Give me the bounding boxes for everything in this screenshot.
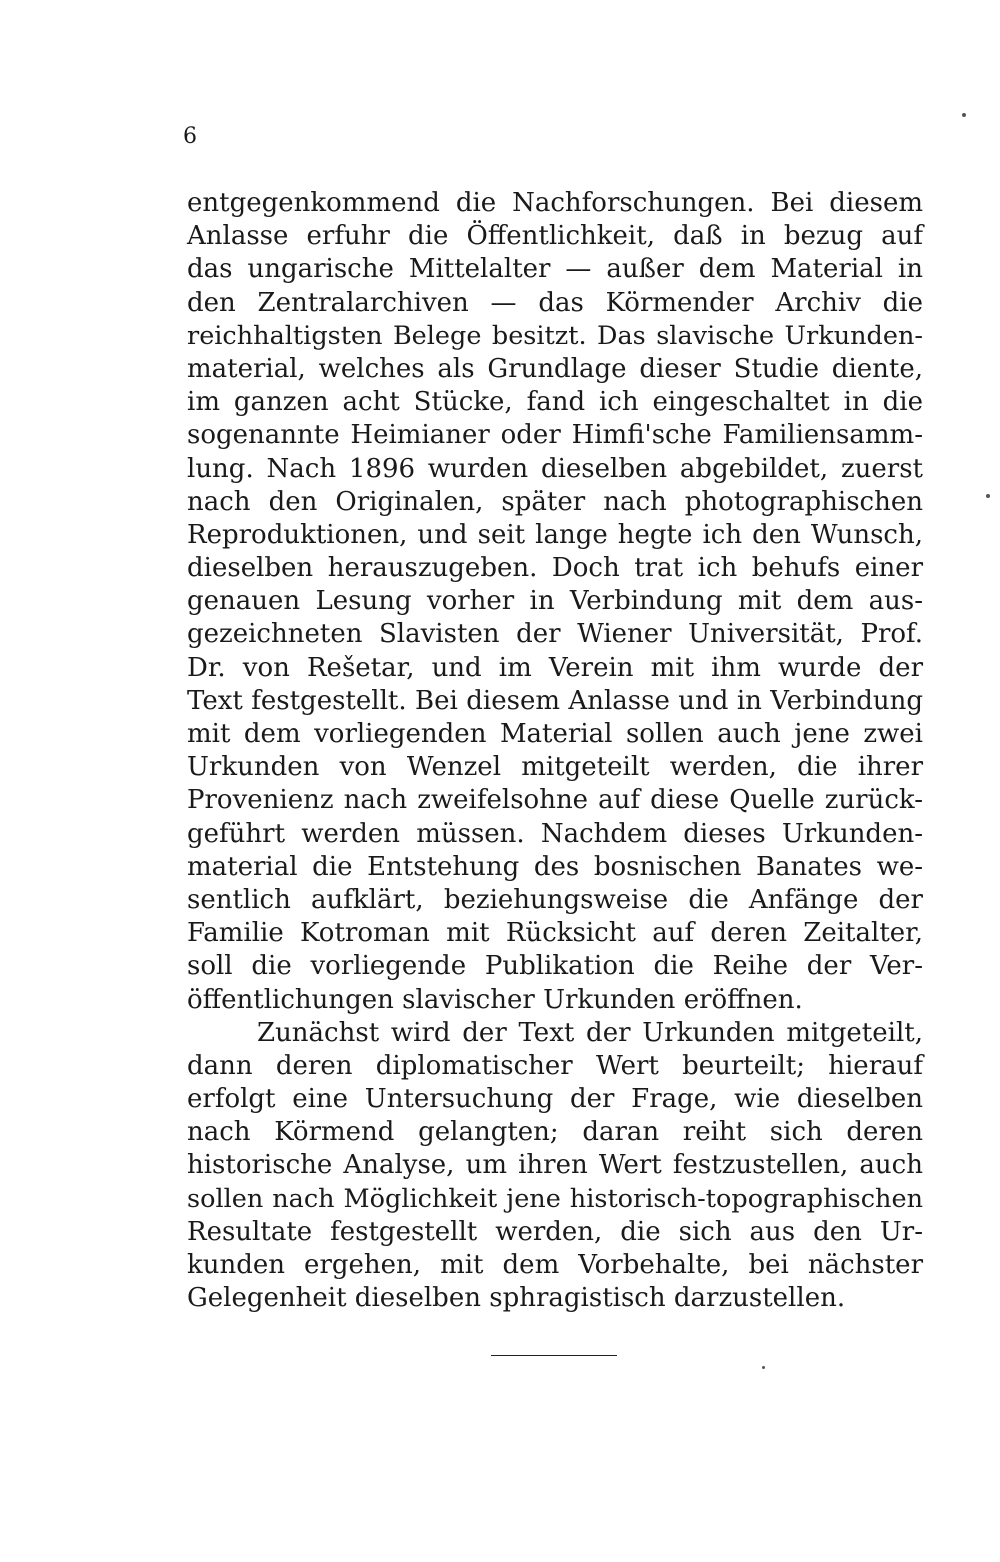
- text-line: im ganzen acht Stücke, fand ich eingeschaltet in die: [187, 387, 923, 418]
- text-line: Urkunden von Wenzel mitgeteilt werden, die ihrer: [187, 752, 923, 783]
- text-line: Resultate festgestellt werden, die sich aus den Ur-: [187, 1216, 923, 1247]
- text-line: sentlich aufklärt, beziehungsweise die Anfänge der: [187, 884, 923, 915]
- text-line: material die Entstehung des bosnischen Banates we-: [187, 851, 923, 882]
- paragraph-end-line: Gelegenheit dieselben sphragistisch darzustellen.: [187, 1283, 846, 1314]
- text-line: lung. Nach 1896 wurden dieselben abgebildet, zuerst: [187, 453, 923, 484]
- text-line: den Zentralarchiven — das Körmender Archiv die: [187, 287, 923, 318]
- closing-rule: [491, 1355, 617, 1356]
- text-line: erfolgt eine Untersuchung der Frage, wie dieselben: [187, 1084, 923, 1115]
- page-number: 6: [183, 124, 197, 149]
- text-line: geführt werden müssen. Nachdem dieses Urkunden-: [187, 818, 923, 849]
- text-line: sogenannte Heimianer oder Himfi'sche Familiensamm-: [187, 420, 923, 451]
- text-line: kunden ergehen, mit dem Vorbehalte, bei nächster: [187, 1250, 923, 1280]
- text-line: entgegenkommend die Nachforschungen. Bei diesem: [187, 188, 923, 218]
- text-line: dann deren diplomatischer Wert beurteilt; hierauf: [187, 1050, 923, 1081]
- text-line: mit dem vorliegenden Material sollen auch jene zwei: [187, 719, 923, 749]
- text-line: genauen Lesung vorher in Verbindung mit dem aus-: [187, 586, 923, 617]
- text-line: gezeichneten Slavisten der Wiener Universität, Prof.: [187, 619, 923, 650]
- text-line: Dr. von Rešetar, und im Verein mit ihm wurde der: [187, 652, 923, 683]
- text-line: material, welches als Grundlage dieser Studie diente,: [187, 353, 923, 384]
- print-speck: [962, 113, 966, 117]
- print-speck: [986, 494, 990, 498]
- text-line: Text festgestellt. Bei diesem Anlasse und in Verbindung: [187, 685, 923, 716]
- text-line: nach Körmend gelangten; daran reiht sich deren: [187, 1117, 923, 1148]
- text-line: Provenienz nach zweifelsohne auf diese Quelle zurück-: [187, 785, 923, 816]
- text-line: Familie Kotroman mit Rücksicht auf deren Zeitalter,: [187, 918, 923, 949]
- paragraph-end-line: öffentlichungen slavischer Urkunden eröffnen.: [187, 984, 803, 1015]
- text-line: historische Analyse, um ihren Wert festzustellen, auch: [187, 1150, 923, 1181]
- text-line: nach den Originalen, später nach photographischen: [187, 486, 923, 517]
- text-line: Anlasse erfuhr die Öffentlichkeit, daß in bezug auf: [187, 221, 923, 252]
- text-line: dieselben herauszugeben. Doch trat ich behufs einer: [187, 553, 923, 584]
- text-line: das ungarische Mittelalter — außer dem Material in: [187, 254, 923, 285]
- text-line: reichhaltigsten Belege besitzt. Das slavische Urkunden-: [187, 320, 923, 351]
- paragraph-start-line: Zunächst wird der Text der Urkunden mitgeteilt,: [257, 1017, 923, 1048]
- print-speck: [762, 1366, 765, 1369]
- text-line: soll die vorliegende Publikation die Reihe der Ver-: [187, 951, 923, 982]
- text-line: Reproduktionen, und seit lange hegte ich den Wunsch,: [187, 519, 923, 550]
- text-line: sollen nach Möglichkeit jene historisch-topographischen: [187, 1183, 923, 1214]
- body-text: [187, 187, 923, 1315]
